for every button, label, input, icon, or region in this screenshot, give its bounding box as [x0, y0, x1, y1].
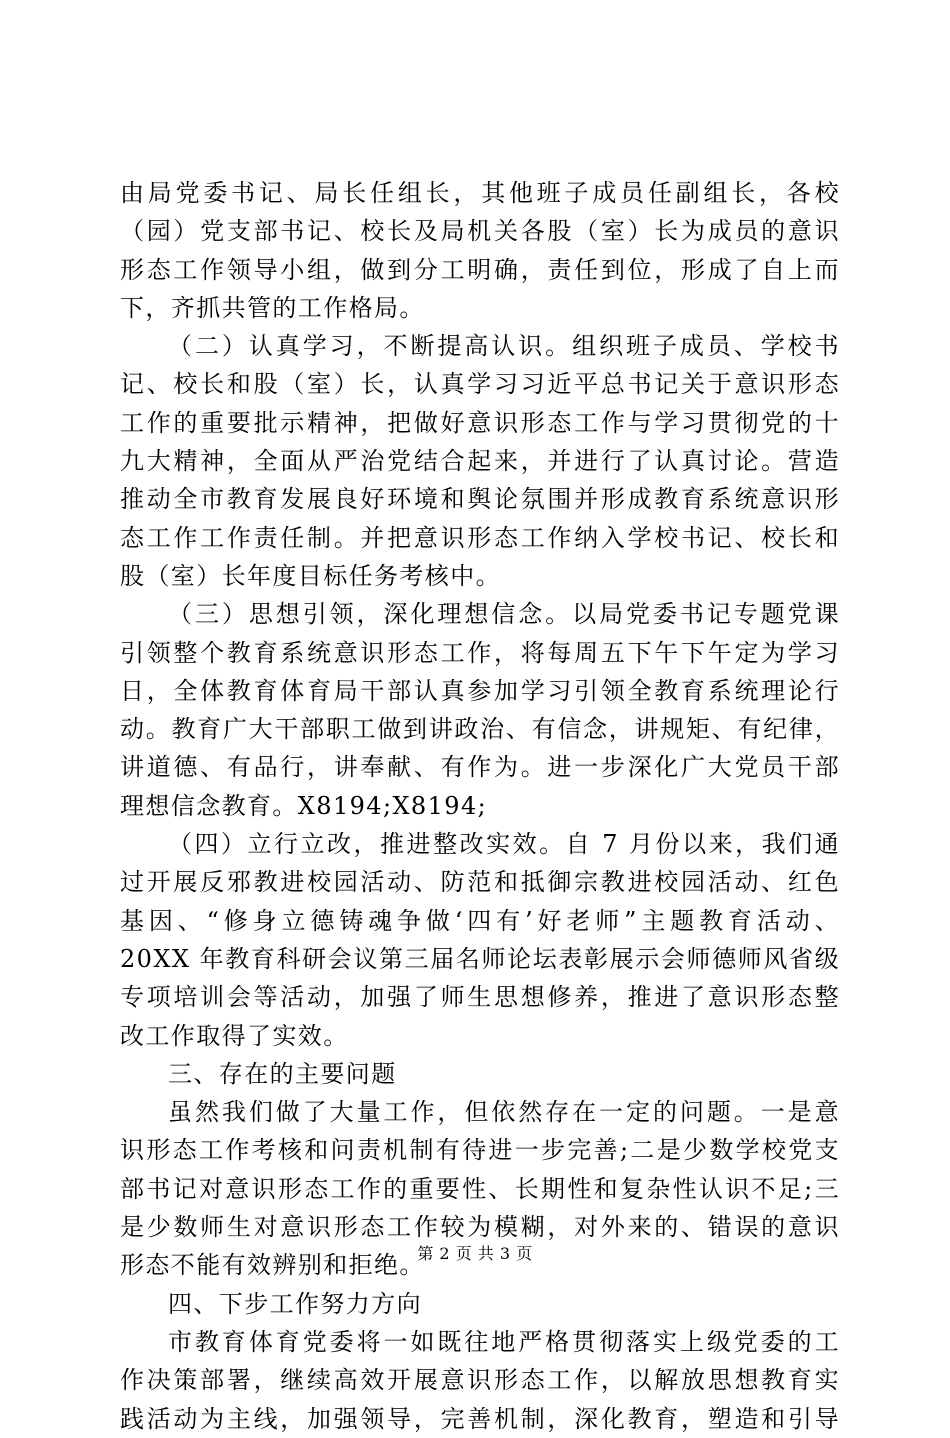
text-line: 记、校长和股（室）长，认真学习习近平总书记关于意识形态	[120, 370, 840, 399]
text-line: 市教育体育党委将一如既往地严格贯彻落实上级党委的工	[168, 1327, 840, 1356]
text-line: 20XX 年教育科研会议第三届名师论坛表彰展示会师德师风省级	[120, 944, 840, 973]
text-line: 识形态工作考核和问责机制有待进一步完善;二是少数学校党支	[120, 1136, 840, 1165]
text-line: 践活动为主线，加强领导，完善机制，深化教育，塑造和引导	[120, 1404, 840, 1433]
text-line: 动。教育广大干部职工做到讲政治、有信念，讲规矩、有纪律，	[120, 715, 840, 744]
text-line: 引领整个教育系统意识形态工作，将每周五下午下午定为学习	[120, 638, 840, 667]
text-line: 形态工作领导小组，做到分工明确，责任到位，形成了自上而	[120, 255, 840, 284]
text-line: 推动全市教育发展良好环境和舆论氛围并形成教育系统意识形	[120, 485, 840, 514]
text-line: 九大精神，全面从严治党结合起来，并进行了认真讨论。营造	[120, 447, 840, 476]
text-line: 是少数师生对意识形态工作较为模糊，对外来的、错误的意识	[120, 1213, 840, 1242]
text-line: 态工作工作责任制。并把意识形态工作纳入学校书记、校长和	[120, 523, 840, 552]
text-line: 基因、“修身立德铸魂争做‘四有’好老师”主题教育活动、	[120, 906, 840, 935]
text-line: 讲道德、有品行，讲奉献、有作为。进一步深化广大党员干部	[120, 753, 840, 782]
text-line: 理想信念教育。X8194;X8194;	[120, 791, 488, 820]
text-line: （园）党支部书记、校长及局机关各股（室）长为成员的意识	[120, 217, 840, 246]
text-line: 四、下步工作努力方向	[168, 1289, 422, 1318]
text-line: （四）立行立改，推进整改实效。自 7 月份以来，我们通	[168, 830, 840, 859]
text-line: 过开展反邪教进校园活动、防范和抵御宗教进校园活动、红色	[120, 868, 840, 897]
text-line: 部书记对意识形态工作的重要性、长期性和复杂性认识不足;三	[120, 1174, 840, 1203]
text-line: 工作的重要批示精神，把做好意识形态工作与学习贯彻党的十	[120, 408, 840, 437]
text-line: 下，齐抓共管的工作格局。	[120, 293, 425, 322]
text-line: 由局党委书记、局长任组长，其他班子成员任副组长，各校	[120, 179, 840, 207]
page-footer: 第 2 页 共 3 页	[417, 1244, 533, 1263]
text-line: 股（室）长年度目标任务考核中。	[120, 561, 501, 590]
text-line: 作决策部署，继续高效开展意识形态工作，以解放思想教育实	[120, 1366, 840, 1395]
text-line: 形态不能有效辨别和拒绝。	[120, 1251, 425, 1280]
text-line: 专项培训会等活动，加强了师生思想修养，推进了意识形态整	[120, 983, 840, 1012]
text-line: （三）思想引领，深化理想信念。以局党委书记专题党课	[168, 600, 840, 629]
text-line: 虽然我们做了大量工作，但依然存在一定的问题。一是意	[168, 1098, 840, 1127]
text-line: 三、存在的主要问题	[168, 1059, 397, 1088]
text-line: 日，全体教育体育局干部认真参加学习引领全教育系统理论行	[120, 676, 840, 705]
text-line: 改工作取得了实效。	[120, 1021, 349, 1050]
text-line: （二）认真学习，不断提高认识。组织班子成员、学校书	[168, 332, 840, 361]
